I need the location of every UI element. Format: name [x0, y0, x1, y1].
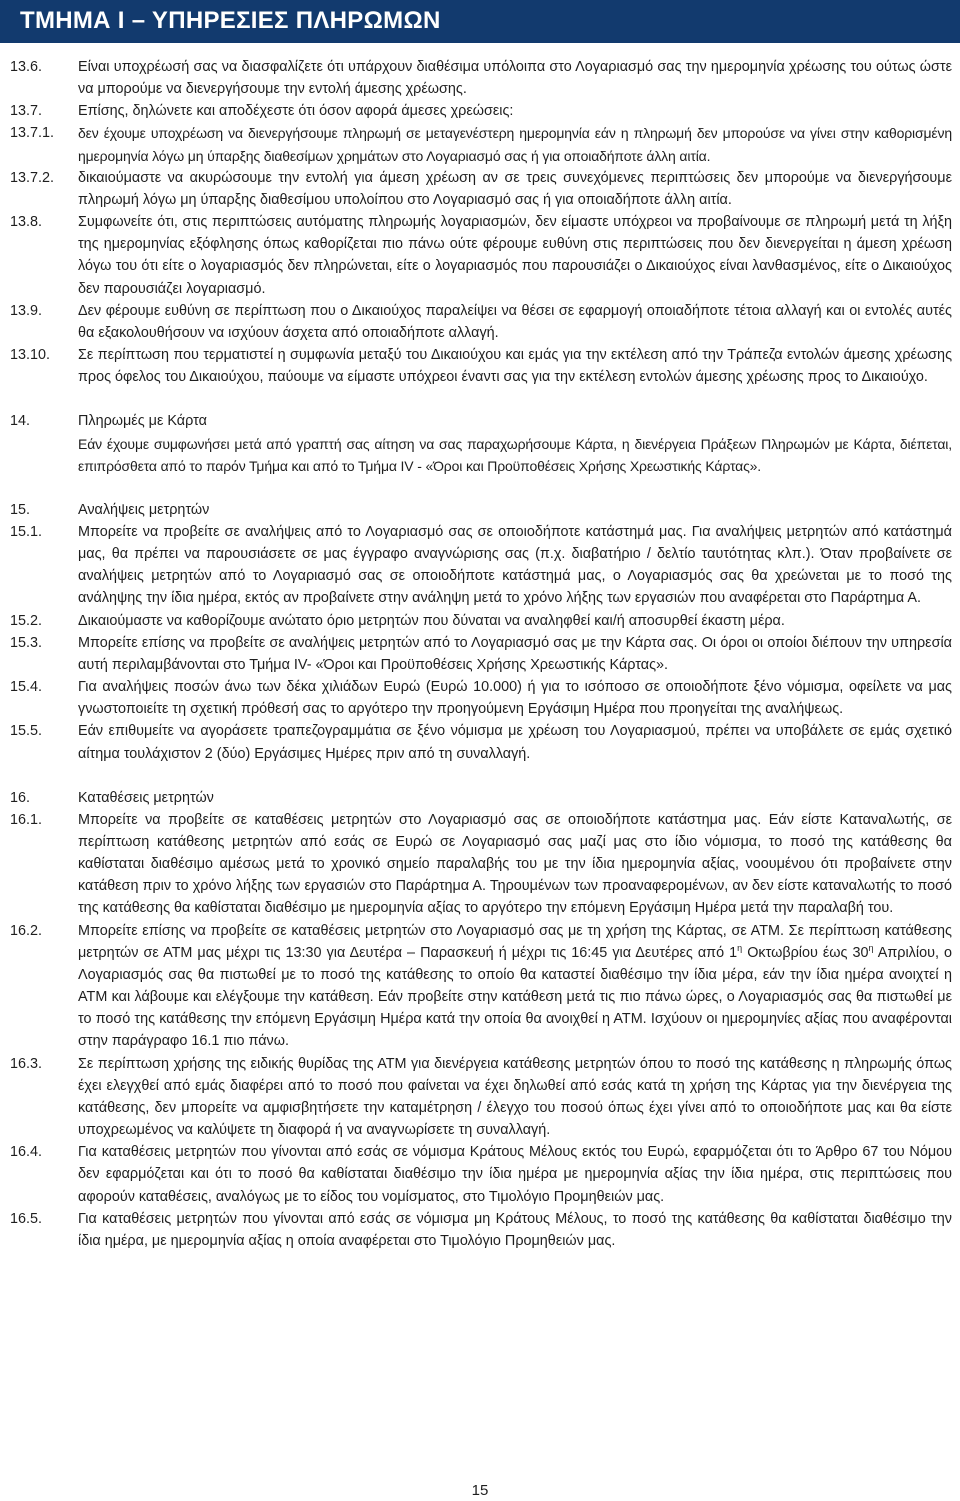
section-heading: Αναλήψεις μετρητών — [78, 501, 210, 518]
clause-15-3 — [10, 632, 952, 676]
section-heading: Καταθέσεις μετρητών — [78, 789, 214, 806]
clause-number: 15.3. — [10, 634, 43, 651]
clause-16-5 — [10, 1208, 952, 1252]
clause-text: δεν έχουμε υποχρέωση να διενεργήσουμε πληρωμή σε μεταγενέστερη ημερομηνία εάν η πληρωμή δεν μπορούσε να γίνει στην καθορισμένη ημερομηνία λόγω μη ύπαρξης διαθεσίμων χρημάτων στο Λογαριασμό σας ή για οποιαδήποτε άλλη αιτία. — [78, 125, 952, 164]
section-number: 16. — [10, 789, 31, 806]
clause-16-4 — [10, 1141, 952, 1207]
clause-text-part: Μπορείτε επίσης να προβείτε σε καταθέσεις μετρητών στο Λογαριασμό σας με τη χρήση της Κάρτας, σε ΑΤΜ. Σε περίπτωση κατάθεσης μετρητών σε ΑΤΜ μας μέχρι τις 13:30 για Δευτέρα – Παρασκευή ή μέχρι τις 16:45 για Δευτέρες από 1 — [78, 922, 952, 961]
clause-16-1 — [10, 809, 952, 920]
spacer — [10, 765, 952, 787]
spacer — [10, 388, 952, 410]
clause-text: Για καταθέσεις μετρητών που γίνονται από εσάς σε νόμισμα Κράτους Μέλους εκτός του Ευρώ, εφαρμόζεται ότι το Άρθρο 67 του Νόμου δεν εφαρμόζεται και ότι το ποσό θα καθίσταται διαθέσιμο την ίδια ημέρα με ημερομηνία αξίας την ίδια ημέρα, στις περιπτώσεις που αφορούν καταθέσεις, αναλόγως με το είδος του νομίσματος, στο Τιμολόγιο Προμηθειών μας. — [78, 1144, 952, 1205]
ordinal-superscript: η — [737, 942, 743, 953]
clause-text: Μπορείτε να προβείτε σε αναλήψεις από το Λογαριασμό σας σε οποιοδήποτε κατάστημά μας. Για αναλήψεις μετρητών από κατάστημά μας, θα πρέπει να παρουσιάσετε σε μας έγγραφο αναγνώρισης σας (π.χ. διαβατήριο / δελτίο ταυτότητας κλπ.). Όταν προβαίνετε σε αναλήψεις μετρητών από το Λογαριασμό σας σε οποιοδήποτε κατάστημά μας, ο Λογαριασμός σας θα χρεώνεται με το ποσό της ανάληψης την ίδια ημέρα, εκτός αν προβαίνετε στην ανάληψη μετά το χρόνο λήξης των εργασιών που αναφέρεται στο Παράρτημα Α. — [78, 523, 952, 607]
clause-13-9 — [10, 300, 952, 344]
section-number: 14. — [10, 413, 31, 430]
spacer — [10, 477, 952, 499]
clause-number: 13.7. — [10, 103, 43, 120]
clause-13-8 — [10, 211, 952, 300]
clause-13-7-1 — [10, 122, 952, 166]
clause-text: Μπορείτε να προβείτε σε καταθέσεις μετρητών στο Λογαριασμό σας σε οποιοδήποτε κατάστημα μας. Εάν είστε Καταναλωτής, σε περίπτωση κατάθεσης μετρητών από εσάς σε Ευρώ σε Λογαριασμό σας μαζί μας στο ίδιο νόμισμα, το ποσό της κατάθεσης θα καθίσταται διαθέσιμο αμέσως μετά το χρονικό σημείο παραλαβής του με την ίδια ημερομηνία αξίας, νοουμένου ότι προβαίνετε στην κατάθεση πριν το χρόνο λήξης των εργασιών στο Παράρτημα Α. Τηρουμένων των προαναφερομένων, αν δεν είστε καταναλωτής το ποσό της κατάθεσης θα καθίσταται διαθέσιμο με ημερομηνία αξίας το αργότερο την επόμενη Εργάσιμη Ημέρα μετά την παραλαβή του. — [78, 811, 952, 917]
clause-number: 16.1. — [10, 811, 43, 828]
clause-text: δικαιούμαστε να ακυρώσουμε την εντολή για άμεση χρέωση αν σε τρεις συνεχόμενες περιπτώσεις δεν μπορούμε να διενεργήσουμε πληρωμή λόγω μη ύπαρξης διαθεσίμου υπολοίπου στο Λογαριασμό σας ή για οποιαδήποτε άλλη αιτία. — [78, 169, 952, 208]
clause-number: 15.4. — [10, 679, 43, 696]
clause-16-3 — [10, 1053, 952, 1142]
clause-text: Για καταθέσεις μετρητών που γίνονται από εσάς σε νόμισμα μη Κράτους Μέλους, το ποσό της κατάθεσης θα καθίσταται διαθέσιμο την ίδια ημέρα, με ημερομηνία αξίας η οποία αναφέρεται στο Τιμολόγιο Προμηθειών μας. — [78, 1210, 952, 1249]
section-15-heading — [10, 499, 952, 521]
clause-number: 13.8. — [10, 214, 43, 231]
clause-15-4 — [10, 676, 952, 720]
clause-number: 13.7.2. — [10, 169, 55, 186]
section-heading: Πληρωμές με Κάρτα — [78, 413, 207, 430]
section-14-body — [10, 433, 952, 477]
clause-number: 15.2. — [10, 612, 43, 629]
clause-number: 13.6. — [10, 59, 43, 75]
clause-number: 16.3. — [10, 1055, 43, 1072]
section-number: 15. — [10, 501, 31, 518]
section-16-heading — [10, 787, 952, 809]
ordinal-superscript: η — [868, 942, 874, 953]
clause-text: Εάν επιθυμείτε να αγοράσετε τραπεζογραμμάτια σε ξένο νόμισμα με χρέωση του Λογαριασμού, πρέπει να υποβάλετε σε εμάς σχετικό αίτημα τουλάχιστον 2 (δύο) Εργάσιμες Ημέρες πριν από τη συναλλαγή. — [78, 723, 952, 762]
clause-text: Επίσης, δηλώνετε και αποδέχεστε ότι όσον αφορά άμεσες χρεώσεις: — [78, 103, 514, 120]
clause-text: Σε περίπτωση χρήσης της ειδικής θυρίδας της ΑΤΜ για διενέργεια κατάθεσης μετρητών όπου το ποσό της κατάθεσης η πληρωμής όπως έχει ελεγχθεί από εμάς διαφέρει από το ποσό που φαίνεται να έχει δηλωθεί από εσάς κατά τη χρήση της Κάρτας για την διενέργεια της κατάθεσης, δεν μπορείτε να αμφισβητήσετε την καταμέτρηση / έλεγχο του ποσού όπως έχει γίνει από το οποιοδήποτε μας και θα είστε υποχρεωμένος να καλύψετε τη διαφορά ή να αναγνωρίσετε τη συναλλαγή. — [78, 1055, 952, 1139]
document-body — [10, 56, 952, 1252]
clause-text-part: Απριλίου, ο Λογαριασμός σας θα πιστωθεί με το ποσό της κατάθεσης το οποίο θα καταστεί διαθέσιμο την ίδια μέρα, εάν την ίδια ημέρα ανοιχτεί η ΑΤΜ και λάβουμε και ελέγξουμε την κατάθεση. Εάν προβείτε στην κατάθεση μετά τις πιο πάνω ώρες, ο Λογαριασμός σας θα πιστωθεί με το ποσό της κατάθεσης την επόμενη Εργάσιμη Ημέρα κατά την οποία θα ανοιχθεί η ΑΤΜ. Ισχύουν οι ημερομηνίες αξίας που αναφέρονται στην παράγραφο 16.1 πιο πάνω. — [78, 944, 952, 1050]
clause-13-7 — [10, 100, 952, 122]
clause-15-1 — [10, 521, 952, 610]
clause-text: Μπορείτε επίσης να προβείτε σε αναλήψεις μετρητών από το Λογαριασμό σας με την Κάρτα σας. Οι όροι οι οποίοι διέπουν την υπηρεσία αυτή περιλαμβάνονται στο Τμήμα IV- «Όροι και Προϋποθέσεις Χρήσης Χρεωστικής Κάρτας». — [78, 634, 952, 673]
clause-text: Σε περίπτωση που τερματιστεί η συμφωνία μεταξύ του Δικαιούχου και εμάς για την εκτέλεση από την Τράπεζα εντολών άμεσης χρέωσης προς όφελος του Δικαιούχου, παύουμε να είμαστε υπόχρεοι έναντι σας για την εκτέλεση εντολών άμεσης χρέωσης προς το Δικαιούχο. — [78, 347, 952, 386]
clause-13-10 — [10, 344, 952, 388]
clause-text-part: Οκτωβρίου έως 30 — [742, 944, 869, 961]
section-title: ΤΜΗΜΑ Ι – ΥΠΗΡΕΣΙΕΣ ΠΛΗΡΩΜΩΝ — [20, 7, 441, 34]
clause-number: 16.2. — [10, 922, 43, 939]
page-number: 15 — [471, 1482, 489, 1499]
clause-number: 16.5. — [10, 1210, 43, 1227]
clause-text: Εάν έχουμε συμφωνήσει μετά από γραπτή σας αίτηση να σας παραχωρήσουμε Κάρτα, η διενέργεια Πράξεων Πληρωμών με Κάρτα, διέπεται, επιπρόσθετα από το παρόν Τμήμα και από το Τμήμα IV - «Όροι και Προϋποθέσεις Χρήσης Χρεωστικής Κάρτας». — [78, 435, 952, 474]
clause-text: Δεν φέρουμε ευθύνη σε περίπτωση που ο Δικαιούχος παραλείψει να θέσει σε εφαρμογή οποιαδήποτε τέτοια αλλαγή και οι εντολές αυτές θα εξακολουθήσουν να ισχύουν άσχετα από οποιαδήποτε αλλαγή. — [78, 302, 952, 341]
clause-text: Είναι υποχρέωσή σας να διασφαλίζετε ότι υπάρχουν διαθέσιμα υπόλοιπα στο Λογαριασμό σας την ημερομηνία χρέωσης του ούτως ώστε να μπορούμε να διενεργήσουμε την εντολή άμεσης χρέωσης. — [78, 59, 952, 98]
clause-text: Για αναλήψεις ποσών άνω των δέκα χιλιάδων Ευρώ (Ευρώ 10.000) ή για το ισόποσο σε οποιοδήποτε ξένο νόμισμα, οφείλετε να μας γνωστοποιείτε τη σχετική πρόθεσή σας το αργότερο την προηγούμενη Εργάσιμη Ημέρα που προηγείται της αναλήψεως. — [78, 679, 952, 718]
clause-number: 16.4. — [10, 1144, 43, 1161]
section-14-heading — [10, 410, 952, 432]
clause-13-6 — [10, 56, 952, 100]
clause-15-2 — [10, 610, 952, 632]
clause-text: Δικαιούμαστε να καθορίζουμε ανώτατο όριο μετρητών που δύναται να αναληφθεί και/ή αποσυρθεί έκαστη μέρα. — [78, 612, 785, 629]
clause-number: 13.10. — [10, 347, 51, 364]
clause-text — [78, 920, 952, 1053]
section-banner — [0, 0, 960, 43]
clause-number: 15.1. — [10, 523, 43, 540]
clause-number: 15.5. — [10, 723, 43, 740]
clause-13-7-2 — [10, 167, 952, 211]
clause-number: 13.7.1. — [10, 125, 55, 142]
clause-15-5 — [10, 720, 952, 764]
clause-number: 13.9. — [10, 302, 43, 319]
clause-text: Συμφωνείτε ότι, στις περιπτώσεις αυτόματης πληρωμής λογαριασμών, δεν είμαστε υπόχρεοι να προβαίνουμε σε πληρωμή μετά τη λήξη της ημερομηνίας εξόφλησης όπως καθορίζεται πιο πάνω ούτε φέρουμε ευθύνη στις περιπτώσεις που δεν διενεργείται η άμεση χρέωση λόγω του ότι είτε ο λογαριασμός δεν πληρώνεται, είτε ο λογαριασμός που παρουσιάζει ο Δικαιούχος είναι λανθασμένος, είτε ο Δικαιούχος δεν παρουσιάζει λογαριασμό. — [78, 214, 952, 297]
clause-16-2 — [10, 920, 952, 1053]
